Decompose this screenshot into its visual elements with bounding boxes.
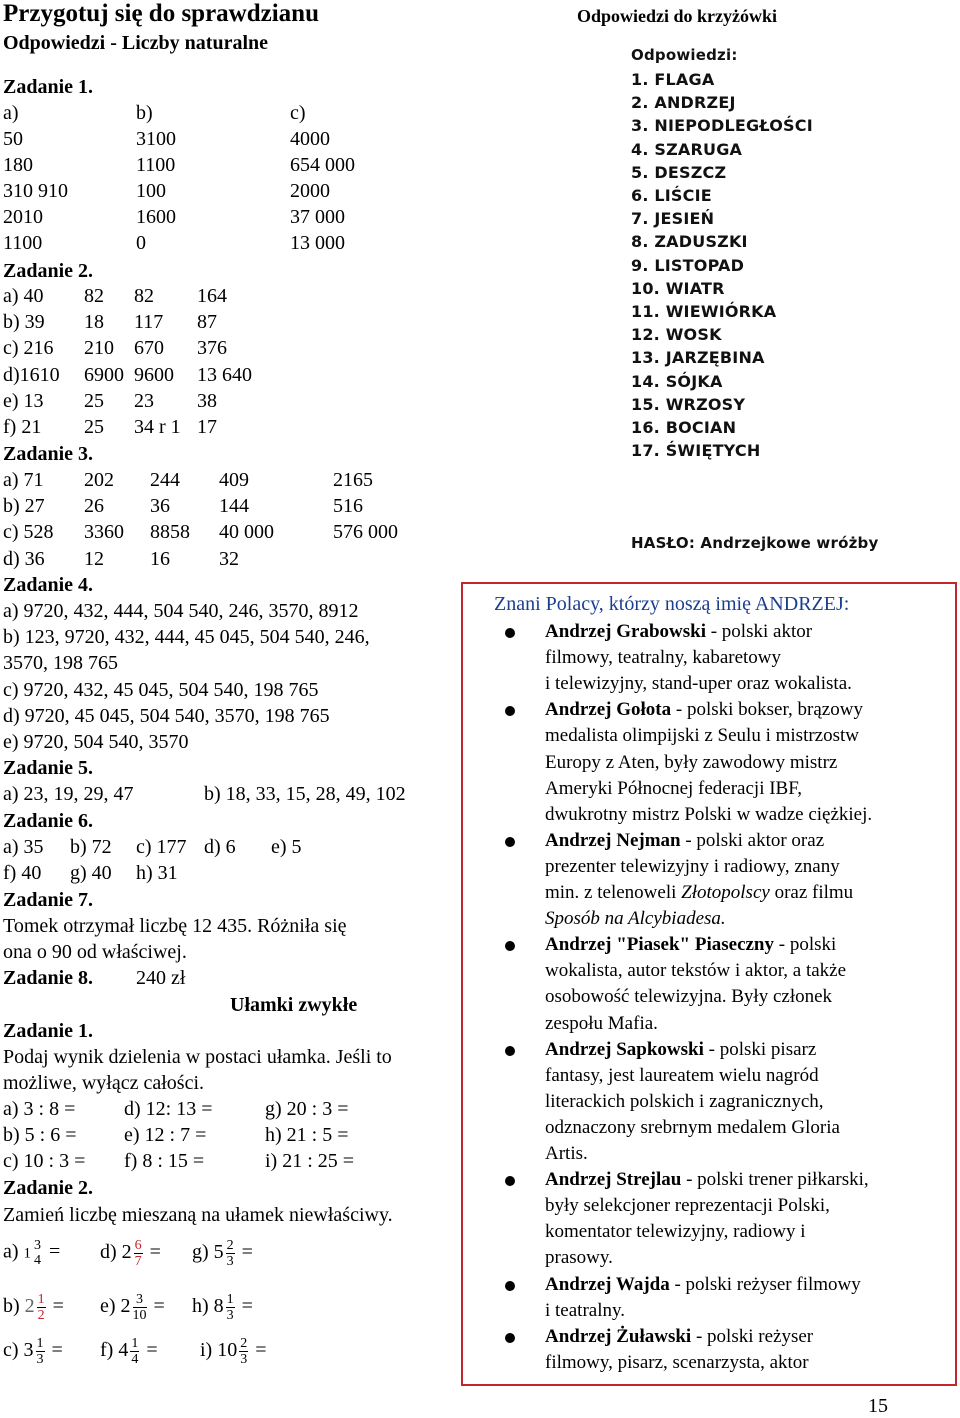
famous-person-line: Ameryki Północnej federacji IBF, <box>545 777 803 799</box>
task-3-cell: 8858 <box>150 521 190 544</box>
task-2-cell: 23 <box>134 389 154 412</box>
famous-person-first-line <box>545 828 824 854</box>
famous-person-desc: - polski pisarz <box>703 1038 817 1060</box>
mixed-f-label: f) 4 <box>100 1339 129 1362</box>
crossword-label: Odpowiedzi: <box>631 46 738 64</box>
task-1-col-c: c) <box>290 102 306 124</box>
task-8-heading: Zadanie 8. <box>3 967 94 989</box>
famous-person-line: prezenter telewizyjny i radiowy, znany <box>545 855 840 877</box>
task-6-c: c) 177 <box>136 836 187 858</box>
fractions-task-1-cell: a) 3 : 8 = <box>3 1098 76 1120</box>
task-2-cell: 38 <box>197 389 217 412</box>
task-2-cell: 25 <box>84 389 104 412</box>
crossword-answer: 4. SZARUGA <box>631 139 743 159</box>
task-1-col-b: b) <box>136 102 153 124</box>
task-7-heading: Zadanie 7. <box>3 889 94 911</box>
famous-person-line: filmowy, pisarz, scenarzysta, aktor <box>545 1351 809 1373</box>
mixed-f-eq: = <box>146 1339 158 1362</box>
mixed-h-fraction: $\frac{1}{3}$ <box>226 1292 234 1323</box>
mixed-e-eq: = <box>153 1295 165 1318</box>
bullet-icon <box>505 1281 515 1291</box>
task-2-cell: 17 <box>197 416 217 438</box>
task-1-cell: 180 <box>3 154 33 176</box>
famous-person-name: Andrzej "Piasek" Piaseczny <box>545 934 775 956</box>
crossword-answer: 14. SÓJKA <box>631 371 723 391</box>
mixed-d-fraction: $\frac{6}{7}$ <box>134 1238 142 1269</box>
task-4-line: b) 123, 9720, 432, 444, 45 045, 504 540, 246, <box>3 626 370 649</box>
task-4-line: c) 9720, 432, 45 045, 504 540, 198 765 <box>3 678 319 701</box>
task-5-b: b) 18, 33, 15, 28, 49, 102 <box>204 783 406 805</box>
task-3-cell: 3360 <box>84 521 124 544</box>
task-1-cell: 310 910 <box>3 180 68 202</box>
mixed-b-fraction: $\frac{1}{2}$ <box>37 1292 45 1323</box>
mixed-h-label: h) 8 <box>192 1295 224 1318</box>
famous-person-line: Artis. <box>545 1143 588 1164</box>
mixed-d-label: d) 2 <box>100 1241 132 1264</box>
mixed-g-eq: = <box>241 1241 253 1264</box>
mixed-a-fraction: 3 4 <box>34 1238 42 1268</box>
task-2-cell: 13 640 <box>197 363 252 386</box>
task-6-a: a) 35 <box>3 836 44 858</box>
mixed-d <box>100 1238 161 1269</box>
famous-person-first-line <box>545 1324 813 1350</box>
task-1-cell: 1100 <box>3 232 43 254</box>
famous-person-line: prasowy. <box>545 1247 613 1269</box>
task-1-cell: 1600 <box>136 206 176 228</box>
fractions-task-1-cell: c) 10 : 3 = <box>3 1150 86 1173</box>
page-number: 15 <box>868 1395 888 1417</box>
famous-person-name: Andrzej Sapkowski <box>545 1038 704 1060</box>
famous-person-name: Andrzej Gołota <box>545 699 672 721</box>
famous-person-line: odznaczony srebrnym medalem Gloria <box>545 1116 840 1138</box>
famous-person-name: Andrzej Grabowski <box>545 621 706 642</box>
famous-person-line: dwukrotny mistrz Polski w wadze ciężkiej. <box>545 803 873 825</box>
famous-person-line: wokalista, autor tekstów i aktor, a także <box>545 960 847 982</box>
task-6-d: d) 6 <box>204 836 236 858</box>
famous-person-line: filmowy, teatralny, kabaretowy <box>545 647 782 669</box>
task-1-cell: 4000 <box>290 128 330 150</box>
famous-person-name: Andrzej Wajda <box>545 1273 670 1295</box>
mixed-c-eq: = <box>51 1339 63 1362</box>
famous-person-line: medalista olimpijski z Seulu i mistrzostw <box>545 725 860 747</box>
task-3-cell: 2165 <box>333 469 373 491</box>
fractions-section-title: Ułamki zwykłe <box>230 994 358 1016</box>
mixed-d-eq: = <box>149 1241 161 1264</box>
mixed-e-fraction: $\frac{3}{10}$ <box>132 1292 147 1323</box>
task-2-cell: c) 216 <box>3 337 54 360</box>
famous-person-desc: - polski bokser, brązowy <box>671 699 863 721</box>
bullet-icon <box>505 1046 515 1056</box>
task-2-cell: 164 <box>197 285 227 307</box>
task-5-a: a) 23, 19, 29, 47 <box>3 783 134 805</box>
task-3-cell: 244 <box>150 469 180 491</box>
task-2-cell: 82 <box>84 285 104 307</box>
task-2-cell: d)1610 <box>3 363 60 386</box>
mixed-a-eq: = <box>49 1240 61 1263</box>
task-4-line: d) 9720, 45 045, 504 540, 3570, 198 765 <box>3 704 330 727</box>
task-6-h: h) 31 <box>136 862 178 884</box>
task-3-cell: 26 <box>84 495 104 518</box>
task-1-cell: 2000 <box>290 180 330 202</box>
famous-person-desc: - polski reżyser <box>691 1325 814 1347</box>
crossword-title: Odpowiedzi do krzyżówki <box>577 6 778 26</box>
mixed-c <box>3 1336 63 1367</box>
crossword-answer: 9. LISTOPAD <box>631 255 745 275</box>
famous-person-desc: - polski reżyser filmowy <box>669 1273 861 1295</box>
crossword-answer: 6. LIŚCIE <box>631 186 712 205</box>
task-2-cell: 670 <box>134 337 164 360</box>
task-8-value: 240 zł <box>136 967 186 989</box>
task-3-cell: 40 000 <box>219 521 274 544</box>
mixed-b-whole: 2 <box>24 1295 35 1318</box>
famous-person-line: i telewizyjny, stand-uper oraz wokalista. <box>545 673 852 695</box>
task-2-cell: 6900 <box>84 363 124 386</box>
task-1-cell: 3100 <box>136 128 176 150</box>
mixed-g-fraction: $\frac{2}{3}$ <box>226 1238 234 1269</box>
task-3-cell: 144 <box>219 495 249 518</box>
fractions-task-1-line1: Podaj wynik dzielenia w postaci ułamka. Jeśli to <box>3 1046 392 1068</box>
task-3-cell: 409 <box>219 469 249 491</box>
crossword-answer: 13. JARZĘBINA <box>631 348 765 368</box>
crossword-answer: 17. ŚWIĘTYCH <box>631 441 761 461</box>
fractions-task-2-heading: Zadanie 2. <box>3 1177 94 1199</box>
mixed-a-label: a) <box>3 1240 19 1263</box>
mixed-i-label: i) 10 <box>200 1339 238 1362</box>
famous-person-line: min. z telenoweli Złotopolscy oraz filmu <box>545 882 854 903</box>
mixed-i-eq: = <box>255 1339 267 1362</box>
mixed-b <box>3 1292 64 1323</box>
bullet-icon <box>505 837 515 847</box>
famous-person-name: Andrzej Strejlau <box>545 1169 682 1191</box>
mixed-h <box>192 1292 253 1323</box>
famous-person-line: Sposób na Alcybiadesa. <box>545 908 726 930</box>
crossword-answer: 8. ZADUSZKI <box>631 232 748 252</box>
task-4-line: 3570, 198 765 <box>3 652 118 675</box>
famous-person-first-line <box>545 619 812 645</box>
fractions-task-1-cell: d) 12: 13 = <box>124 1098 213 1120</box>
task-1-cell: 13 000 <box>290 232 345 254</box>
task-2-cell: f) 21 <box>3 416 42 438</box>
crossword-answer: 5. DESZCZ <box>631 162 727 182</box>
task-3-cell: 32 <box>219 547 239 570</box>
task-2-cell: a) 40 <box>3 285 44 307</box>
task-1-col-a: a) <box>3 102 19 124</box>
famous-person-first-line <box>545 1167 869 1193</box>
mixed-i-fraction: $\frac{2}{3}$ <box>240 1336 248 1367</box>
famous-person-line: Europy z Aten, były zawodowy mistrz <box>545 751 838 773</box>
task-1-cell: 1100 <box>136 154 176 176</box>
task-7-line2: ona o 90 od właściwej. <box>3 941 187 963</box>
task-2-heading: Zadanie 2. <box>3 260 94 282</box>
mixed-e-label: e) 2 <box>100 1295 131 1318</box>
famous-person-line: i teatralny. <box>545 1299 626 1321</box>
fractions-task-2-line: Zamień liczbę mieszaną na ułamek niewłaściwy. <box>3 1204 393 1226</box>
famous-person-first-line <box>545 1037 816 1063</box>
famous-person-first-line <box>545 1272 861 1298</box>
crossword-answer: 11. WIEWIÓRKA <box>631 302 777 321</box>
mixed-h-eq: = <box>241 1295 253 1318</box>
famous-person-line: zespołu Mafia. <box>545 1012 658 1034</box>
famous-person-desc: - polski aktor <box>705 621 813 642</box>
task-2-cell: 117 <box>134 311 164 334</box>
crossword-answer: 10. WIATR <box>631 278 725 298</box>
task-2-cell: 25 <box>84 416 104 438</box>
task-2-cell: e) 13 <box>3 389 44 412</box>
task-1-cell: 2010 <box>3 206 43 228</box>
task-4-line: a) 9720, 432, 444, 504 540, 246, 3570, 8912 <box>3 600 359 622</box>
task-3-cell: 16 <box>150 547 170 570</box>
task-6-g: g) 40 <box>70 862 112 884</box>
task-2-cell: 82 <box>134 285 154 307</box>
task-1-heading: Zadanie 1. <box>3 76 94 98</box>
task-3-cell: c) 528 <box>3 521 54 544</box>
task-6-b: b) 72 <box>70 836 112 858</box>
bullet-icon <box>505 628 515 638</box>
task-3-cell: 516 <box>333 495 363 518</box>
mixed-a <box>3 1238 60 1268</box>
task-2-cell: 9600 <box>134 363 174 386</box>
crossword-answer: 2. ANDRZEJ <box>631 93 736 113</box>
famous-person-line: fantasy, jest laureatem wielu nagród <box>545 1064 819 1086</box>
task-3-cell: d) 36 <box>3 547 45 570</box>
fractions-task-1-heading: Zadanie 1. <box>3 1020 94 1042</box>
famous-person-desc: - polski aktor oraz <box>680 829 825 851</box>
crossword-answer: 15. WRZOSY <box>631 394 746 414</box>
famous-person-line: były selekcjoner reprezentacji Polski, <box>545 1195 830 1217</box>
famous-people-title: Znani Polacy, którzy noszą imię ANDRZEJ: <box>494 593 850 615</box>
famous-person-desc: - polski trener piłkarski, <box>681 1169 869 1191</box>
task-3-heading: Zadanie 3. <box>3 443 94 465</box>
mixed-g-label: g) 5 <box>192 1241 224 1264</box>
task-2-cell: 34 r 1 <box>134 416 181 438</box>
task-1-cell: 50 <box>3 128 23 150</box>
famous-person-line: osobowość telewizyjna. Były członek <box>545 986 833 1008</box>
famous-person-line: komentator telewizyjny, radiowy i <box>545 1221 806 1243</box>
task-2-cell: b) 39 <box>3 311 45 334</box>
fractions-task-1-cell: h) 21 : 5 = <box>265 1124 349 1147</box>
mixed-b-eq: = <box>52 1295 64 1318</box>
fractions-task-1-line2: możliwe, wyłącz całości. <box>3 1072 205 1094</box>
fractions-task-1-cell: g) 20 : 3 = <box>265 1098 349 1120</box>
task-6-f: f) 40 <box>3 862 42 884</box>
task-3-cell: 36 <box>150 495 170 518</box>
task-1-cell: 654 000 <box>290 154 355 176</box>
page-subtitle: Odpowiedzi - Liczby naturalne <box>3 32 269 54</box>
task-1-cell: 0 <box>136 232 146 254</box>
mixed-f <box>100 1336 158 1367</box>
task-6-e: e) 5 <box>271 836 302 858</box>
task-4-heading: Zadanie 4. <box>3 574 94 596</box>
task-2-cell: 87 <box>197 311 217 334</box>
crossword-answer: 12. WOSK <box>631 325 722 345</box>
task-2-cell: 210 <box>84 337 114 360</box>
mixed-g <box>192 1238 253 1269</box>
crossword-answer: 1. FLAGA <box>631 70 715 89</box>
task-3-cell: a) 71 <box>3 469 44 491</box>
mixed-e <box>100 1292 165 1323</box>
page-title: Przygotuj się do sprawdzianu <box>3 0 319 27</box>
famous-person-name: Andrzej Żuławski <box>545 1325 692 1347</box>
fractions-task-1-cell: f) 8 : 15 = <box>124 1150 205 1173</box>
bullet-icon <box>505 1333 515 1343</box>
famous-person-first-line <box>545 697 863 723</box>
task-5-heading: Zadanie 5. <box>3 757 94 779</box>
famous-person-desc: - polski <box>774 934 837 956</box>
fractions-task-1-cell: b) 5 : 6 = <box>3 1124 77 1147</box>
crossword-answer: 3. NIEPODLEGŁOŚCI <box>631 116 813 136</box>
task-3-cell: 576 000 <box>333 521 398 544</box>
crossword-answer: 16. BOCIAN <box>631 418 737 437</box>
famous-person-first-line <box>545 932 836 958</box>
mixed-a-whole: 1 <box>23 1245 32 1262</box>
task-1-cell: 37 000 <box>290 206 345 228</box>
task-6-heading: Zadanie 6. <box>3 810 94 832</box>
mixed-f-fraction: $\frac{1}{4}$ <box>131 1336 139 1367</box>
task-2-cell: 18 <box>84 311 104 334</box>
crossword-password: HASŁO: Andrzejkowe wróżby <box>631 534 879 552</box>
famous-person-line: literackich polskich i zagranicznych, <box>545 1090 824 1112</box>
task-7-line1: Tomek otrzymał liczbę 12 435. Różniła się <box>3 915 347 937</box>
mixed-i <box>200 1336 267 1367</box>
fractions-task-1-cell: i) 21 : 25 = <box>265 1150 355 1173</box>
task-1-cell: 100 <box>136 180 166 202</box>
famous-person-name: Andrzej Nejman <box>545 829 681 851</box>
task-3-cell: b) 27 <box>3 495 45 518</box>
mixed-b-label: b) <box>3 1295 20 1318</box>
task-4-line: e) 9720, 504 540, 3570 <box>3 731 189 753</box>
task-3-cell: 12 <box>84 547 104 570</box>
task-2-cell: 376 <box>197 337 227 360</box>
task-3-cell: 202 <box>84 469 114 491</box>
mixed-c-label: c) 3 <box>3 1339 34 1362</box>
crossword-answer: 7. JESIEŃ <box>631 209 715 229</box>
mixed-c-fraction: $\frac{1}{3}$ <box>36 1336 44 1367</box>
fractions-task-1-cell: e) 12 : 7 = <box>124 1124 207 1147</box>
